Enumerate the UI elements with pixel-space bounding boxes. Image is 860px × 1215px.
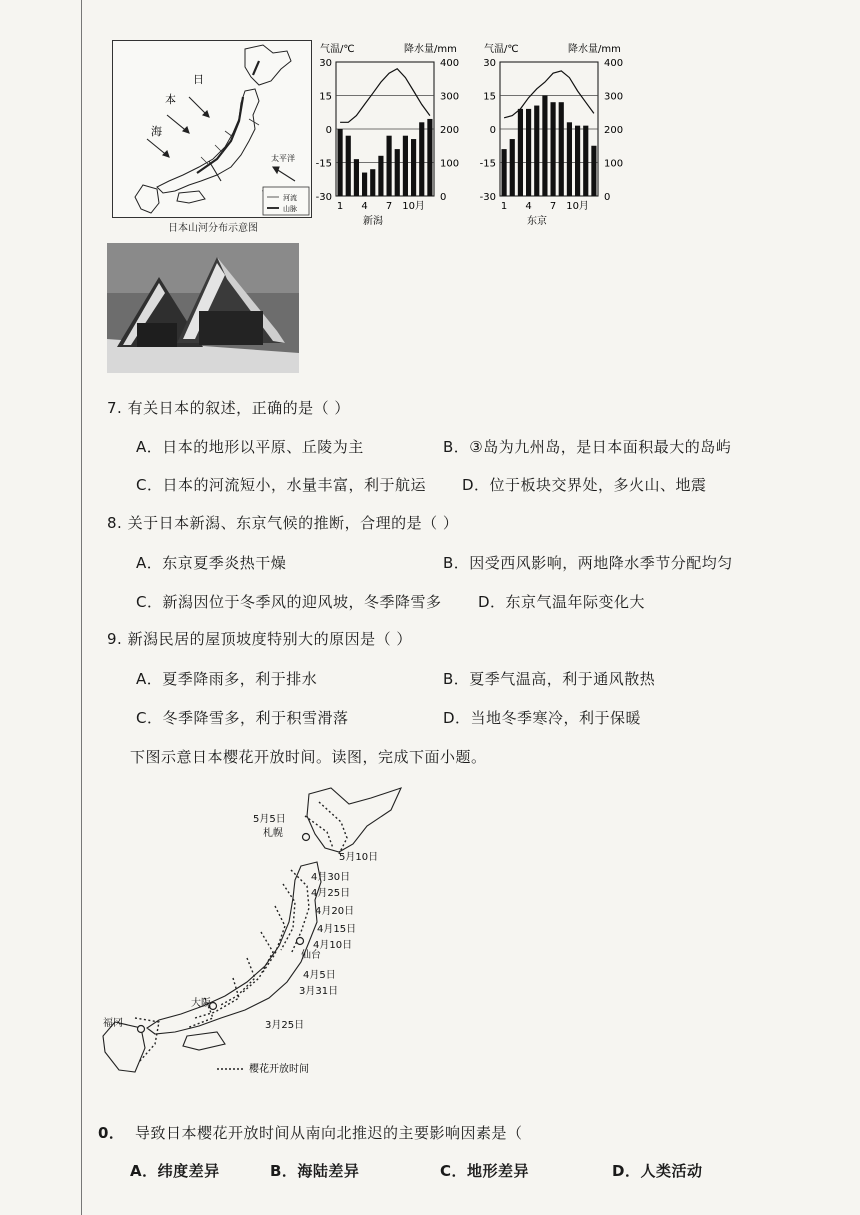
niigata-month-tick: 4 (361, 201, 368, 212)
niigata-month-tick: 7 (385, 201, 393, 212)
tokyo-month-tick: 10月 (566, 201, 589, 212)
q8-option-d: D．东京气温年际变化大 (478, 593, 646, 611)
tokyo-precip-bar (542, 96, 547, 197)
tokyo-precip-tick: 100 (604, 158, 624, 170)
date-label-apr20: 4月20日 (315, 906, 355, 917)
date-label-apr5: 4月5日 (303, 970, 336, 981)
tokyo-temp-tick: 0 (489, 125, 496, 136)
city-label-fukuoka: 福冈 (103, 1018, 123, 1029)
date-label-may5: 5月5日 (253, 814, 286, 825)
q7-option-c: C．日本的河流短小，水量丰富，利于航运 (136, 476, 426, 494)
legend-mountain: 山脉 (283, 205, 297, 213)
date-label-may10: 5月10日 (339, 852, 379, 863)
tokyo-precip-bar (567, 122, 572, 196)
q8-option-c: C．新潟因位于冬季风的迎风坡，冬季降雪多 (136, 593, 442, 611)
map-caption: 日本山河分布示意图 (168, 223, 258, 234)
niigata-precip-bar (419, 122, 424, 196)
tokyo-precip-bar (559, 102, 564, 196)
tokyo-precip-label: 降水量/mm (568, 44, 621, 55)
tokyo-precip-bar (502, 149, 507, 196)
map-label-ri: 日 (193, 73, 204, 86)
q7-option-a: A．日本的地形以平原、丘陵为主 (136, 438, 364, 456)
date-label-apr25: 4月25日 (311, 888, 351, 899)
date-label-mar25: 3月25日 (265, 1020, 305, 1031)
steep-roof-house-photo (107, 243, 299, 373)
tokyo-precip-tick: 400 (604, 58, 624, 69)
tokyo-precip-bar (518, 109, 523, 196)
tokyo-precip-bar (534, 106, 539, 196)
date-label-apr10: 4月10日 (313, 940, 353, 951)
page-margin-line (81, 0, 82, 1215)
niigata-precip-bar (403, 136, 408, 196)
q9-option-a: A．夏季降雨多，利于排水 (136, 670, 318, 688)
niigata-precip-label: 降水量/mm (404, 44, 457, 55)
niigata-precip-bar (354, 159, 359, 196)
tokyo-precip-tick: 0 (604, 192, 611, 203)
niigata-precip-tick: 400 (440, 58, 460, 69)
tokyo-temp-label: 气温/℃ (484, 44, 519, 55)
tokyo-temp-tick: -15 (479, 158, 496, 170)
tokyo-precip-bar (510, 139, 515, 196)
niigata-precip-bar (370, 169, 375, 196)
niigata-temp-tick: 0 (325, 125, 332, 136)
q8-option-b: B．因受西风影响，两地降水季节分配均匀 (443, 554, 733, 572)
tokyo-precip-bar (575, 126, 580, 196)
tokyo-precip-tick: 300 (604, 91, 624, 103)
sakura-intro: 下图示意日本樱花开放时间。读图，完成下面小题。 (130, 748, 487, 766)
niigata-month-tick: 10月 (402, 201, 425, 212)
q7-option-b: B．③岛为九州岛，是日本面积最大的岛屿 (443, 438, 732, 456)
tokyo-month-tick: 4 (525, 201, 532, 212)
q9-option-c: C．冬季降雪多，利于积雪滑落 (136, 709, 349, 727)
date-label-mar31: 3月31日 (299, 986, 339, 997)
q10-option-b: B．海陆差异 (270, 1162, 360, 1180)
niigata-title: 新潟 (363, 216, 383, 227)
niigata-precip-tick: 200 (440, 125, 460, 136)
tokyo-temp-line (504, 71, 594, 118)
q10-option-c: C．地形差异 (440, 1162, 530, 1180)
japan-map-drawing (113, 41, 311, 217)
q8-option-a: A．东京夏季炎热干燥 (136, 554, 287, 572)
tokyo-title: 东京 (527, 216, 547, 227)
niigata-precip-bar (427, 119, 432, 196)
niigata-temp-tick: -15 (315, 158, 332, 170)
map-label-pacific: 太平洋 (271, 154, 295, 163)
tokyo-precip-bar (526, 109, 531, 196)
niigata-precip-tick: 100 (440, 158, 460, 170)
map-label-ben: 本 (165, 93, 176, 106)
niigata-precip-bar (387, 136, 392, 196)
niigata-temp-tick: 30 (319, 58, 332, 69)
niigata-precip-bar (362, 173, 367, 196)
niigata-precip-tick: 300 (440, 91, 460, 103)
niigata-precip-bar (338, 129, 343, 196)
tokyo-precip-bar (583, 126, 588, 196)
q10-option-d: D．人类活动 (612, 1162, 703, 1180)
legend-river: 河流 (283, 194, 297, 202)
tokyo-month-tick: 7 (549, 201, 557, 212)
date-label-apr15: 4月15日 (317, 924, 357, 935)
map-label-hai: 海 (151, 125, 162, 138)
question-8-stem: 8. 关于日本新潟、东京气候的推断，合理的是（ ） (107, 514, 459, 532)
niigata-temp-label: 气温/℃ (320, 44, 355, 55)
question-9-stem: 9. 新潟民居的屋顶坡度特别大的原因是（ ） (107, 630, 412, 648)
date-label-apr30: 4月30日 (311, 872, 351, 883)
niigata-precip-bar (378, 156, 383, 196)
tokyo-temp-tick: -30 (479, 192, 496, 203)
tokyo-temp-tick: 15 (483, 91, 496, 103)
niigata-precip-bar (395, 149, 400, 196)
q9-option-b: B．夏季气温高，利于通风散热 (443, 670, 656, 688)
city-label-osaka: 大阪 (191, 998, 211, 1009)
niigata-month-tick: 1 (336, 201, 344, 212)
tokyo-precip-bar (551, 102, 556, 196)
question-10-stem: 0． 导致日本樱花开放时间从南向北推迟的主要影响因素是（ (98, 1124, 523, 1142)
niigata-temp-tick: 15 (319, 91, 332, 103)
niigata-precip-bar (411, 139, 416, 196)
city-label-sapporo: 札幌 (263, 828, 283, 839)
japan-rivers-map (112, 40, 312, 218)
q7-option-d: D．位于板块交界处，多火山、地震 (462, 476, 707, 494)
question-7-stem: 7. 有关日本的叙述，正确的是（ ） (107, 399, 350, 417)
q9-option-d: D．当地冬季寒冷，利于保暖 (443, 709, 642, 727)
tokyo-month-tick: 1 (500, 201, 508, 212)
tokyo-precip-bar (591, 146, 596, 196)
niigata-precip-bar (346, 136, 351, 196)
tokyo-temp-tick: 30 (483, 58, 496, 69)
climate-charts (310, 40, 630, 230)
tokyo-precip-tick: 200 (604, 125, 624, 136)
q10-option-a: A．纬度差异 (130, 1162, 220, 1180)
niigata-temp-tick: -30 (315, 192, 332, 203)
niigata-precip-tick: 0 (440, 192, 447, 203)
sakura-legend: 櫻花开放时间 (249, 1064, 309, 1075)
city-label-sendai: 仙台 (301, 950, 321, 961)
sakura-bloom-map (95, 782, 425, 1082)
